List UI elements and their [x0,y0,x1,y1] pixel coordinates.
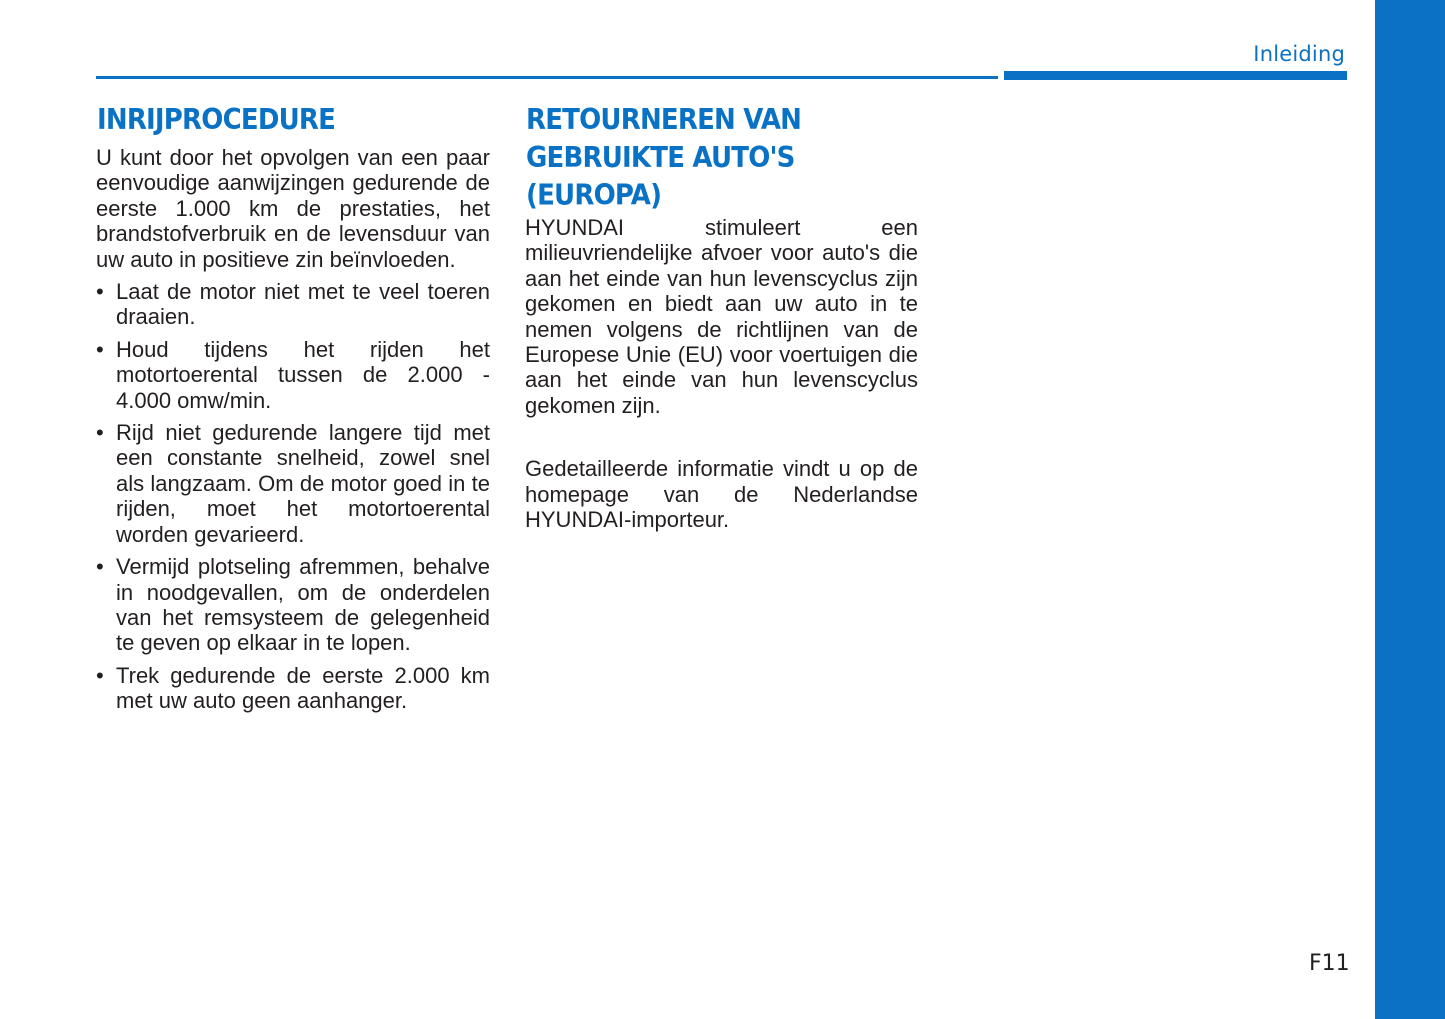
list-item [96,420,490,547]
list-item [96,554,490,656]
intro-paragraph: U kunt door het opvolgen van een paar eenvoudige aanwijzingen gedurende de eerste 1.000 km de prestaties, het brandstofverbruik en de levensduur van uw auto in positieve zin beïnvloeden. [96,145,490,272]
left-column [96,145,490,721]
list-item-text: Houd tijdens het rijden het motortoerental tussen de 2.000 - 4.000 omw/min. [116,336,490,413]
list-item-text: Trek gedurende de eerste 2.000 km met uw auto geen aanhanger. [116,662,490,714]
right-column [525,215,918,532]
heading-line: RETOURNEREN VAN [526,104,802,137]
header-rule [96,76,998,79]
chapter-side-tab [1375,0,1445,1019]
list-item [96,337,490,413]
section-label: Inleiding [1253,42,1345,66]
bullet-icon: • [96,336,104,362]
tips-list [96,279,490,714]
page-number: F11 [1309,951,1350,976]
list-item [96,279,490,330]
list-item-text: Vermijd plotseling afremmen, behalve in noodgevallen, om de onderdelen van het remsysteem de gelegenheid te geven op elkaar in te lopen. [116,554,490,656]
heading-retourneren [526,102,926,215]
bullet-icon: • [96,554,104,580]
bullet-icon: • [96,662,104,688]
paragraph-hyundai: HYUNDAI stimuleert een milieuvriendelijke afvoer voor auto's die aan het einde van hun levenscyclus zijn gekomen en biedt aan uw auto in te nemen volgens de richtlijnen van de Europese Unie (EU) voor voertuigen die aan het einde van hun levenscyclus gekomen zijn. [525,215,918,418]
list-item-text: Laat de motor niet met te veel toeren draaien. [116,279,490,330]
paragraph-info: Gedetailleerde informatie vindt u op de homepage van de Nederlandse HYUNDAI-importeur. [525,456,918,533]
bullet-icon: • [96,279,104,305]
heading-line: (EUROPA) [526,179,662,213]
list-item-text: Rijd niet gedurende langere tijd met een constante snelheid, zowel snel als langzaam. Om de motor goed in te rijden, moet het motortoerental worden gevarieerd. [116,420,490,547]
bullet-icon: • [96,420,104,446]
heading-inrijprocedure: INRIJPROCEDURE [97,104,336,137]
heading-line: GEBRUIKTE AUTO'S [526,141,795,175]
header-rule-accent [1004,71,1347,80]
list-item [96,663,490,714]
